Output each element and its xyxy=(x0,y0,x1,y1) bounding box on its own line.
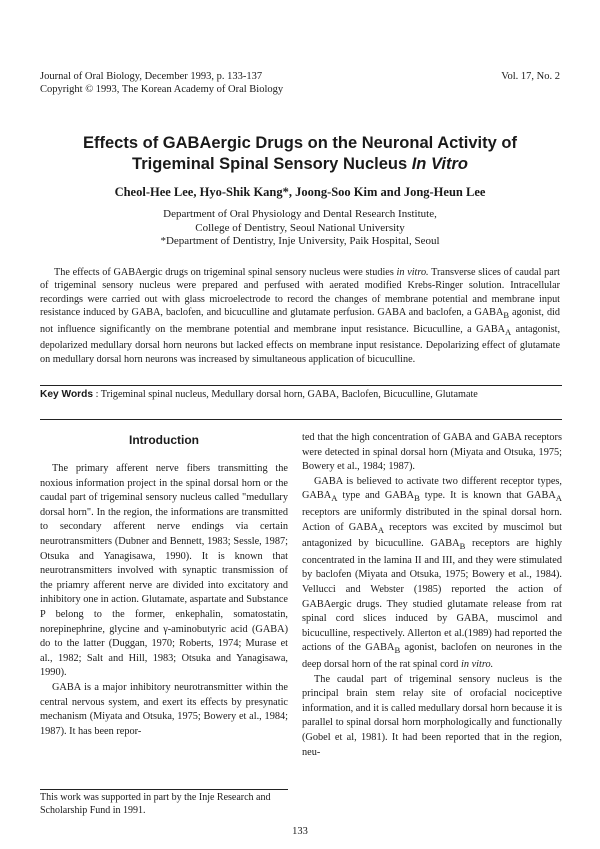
subscript: A xyxy=(331,493,338,504)
subscript: B xyxy=(503,310,510,321)
author-list: Cheol-Hee Lee, Hyo-Shik Kang*, Joong-Soo Kim and Jong-Heun Lee xyxy=(114,185,486,199)
paper-title xyxy=(40,133,560,175)
text: receptors are highly concentrated in the lamina II and III, and they were stimulated by baclofen (Miyata and Otsuka, 1975; Bowery et al., 1984). Vellucci and Webster (1985) reported the action of GABAergic drugs. They studied glutamate release from rat spinal cord slices induced by GABA, muscimol and bicuculline, respectively. Allerton et al.(1989) had reported the actions of the GABA xyxy=(302,538,562,654)
italic-text: in vitro. xyxy=(460,659,494,671)
keywords-bottom-rule xyxy=(40,419,562,420)
abstract-text: Transverse slices of caudal part of trigeminal sensory nucleus were prepared and perfused with aerated modified Krebs-Ringer solution. Intracellular recordings were carried out with glass microelectrode to record the changes of membrane potential and membrane input resistance induced by GABA, baclofen, and bicuculline and glutamate perfusion. GABA and baclofen, a GABA xyxy=(40,267,560,319)
paragraph: The caudal part of trigeminal sensory nucleus is the principal brain stem relay site of orofacial nociceptive information, and it is called medullary dorsal horn because it is parallel to spinal dorsal horn morphologically and functionally (Gobel et al, 1981). It had been reported that in the region, neu- xyxy=(302,673,562,758)
page-number: 133 xyxy=(292,826,308,837)
affiliation-line: Department of Oral Physiology and Dental Research Institute, xyxy=(163,208,437,220)
title-line-1: Effects of GABAergic Drugs on the Neuronal Activity of xyxy=(83,134,517,152)
abstract-text: antagonist, depolarized medullary dorsal horn neurons but lacked effects on membrane input resistance. Depolarizing effect of glutamate on medullary dorsal horn neurons was increased by simultaneous application of bicuculline. xyxy=(40,323,561,365)
paragraph xyxy=(302,475,562,673)
title-italic: In Vitro xyxy=(411,155,468,173)
keywords-label: Key Words xyxy=(40,389,94,400)
footnote: This work was supported in part by the Inje Research and Scholarship Fund in 1991. xyxy=(40,792,271,816)
subscript: B xyxy=(394,645,401,656)
affiliation-line: *Department of Dentistry, Inje University, Paik Hospital, Seoul xyxy=(160,235,440,247)
section-heading-introduction: Introduction xyxy=(129,433,199,447)
abstract-text: The effects of GABAergic drugs on trigeminal spinal sensory nucleus were studies xyxy=(54,267,397,278)
text: GABA is believed to activate two different receptor types, GABA xyxy=(302,475,562,502)
abstract-text: agonist, did not influence significantly on the membrane potential and membrane input resistance. Bicuculline, a GABA xyxy=(40,307,560,335)
paragraph: GABA is a major inhibitory neurotransmitter within the central nervous system, and exert its effects by presynatic mechanism (Miyata and Otsuka, 1975; Bowery et al., 1984; 1987). It has been repor- xyxy=(40,681,288,737)
right-column xyxy=(302,431,562,760)
paragraph: The primary afferent nerve fibers transmitting the noxious information project in the spinal dorsal horn or the caudal part of trigeminal sensory nucleus called "medullary dorsal horn". In the region, the informations are transmitted to secondary afferent nerve endings via certain neurotransmitters (Dubner and Bennett, 1983; Sessle, 1987; Otsuka and Yanagisawa, 1990). It is known that neurotransmitters involved with synaptic transmission of the priamry afferent nerve are divided into excitatory and inhibitory one in action. Glutamate, aspartate and Substance P belong to the former, enkephalin, somatostatin, norepinephrine, glycine and γ-aminobutyric acid (GABA) do to the latter (Duggan, 1970; Roberts, 1974; Murase et al., 1982; Salt and Hill, 1983; Otsuka and Yanagisawa, 1990). xyxy=(40,463,288,679)
subscript: B xyxy=(459,541,466,552)
journal-line: Journal of Oral Biology, December 1993, p. 133-137 xyxy=(40,71,263,82)
left-column xyxy=(40,462,288,739)
paragraph: ted that the high concentration of GABA and GABA receptors were detected in spinal dorsal horn (Miyata and Otsuka, 1975; Bowery et al., 1984; 1987). xyxy=(302,432,562,473)
keywords-text: : Trigeminal spinal nucleus, Medullary dorsal horn, GABA, Baclofen, Bicuculline, Glutamate xyxy=(93,389,478,400)
keywords xyxy=(40,388,560,401)
abstract xyxy=(40,266,560,366)
journal-citation xyxy=(40,70,283,96)
text: type and GABA xyxy=(337,490,415,502)
title-line-2-text: Trigeminal Spinal Sensory Nucleus xyxy=(132,155,412,173)
affiliation-line: College of Dentistry, Seoul National University xyxy=(195,221,405,234)
affiliations xyxy=(40,208,560,249)
keywords-top-rule xyxy=(40,385,562,386)
text: receptors was excited by muscimol but antagonized by bicuculline. GABA xyxy=(302,521,562,550)
subscript: A xyxy=(377,524,385,535)
volume-label: Vol. 17, No. 2 xyxy=(501,71,560,82)
text: agonist, baclofen on neurones in the deep dorsal horn of the rat spinal cord xyxy=(302,642,562,671)
title-line-2 xyxy=(40,154,560,175)
subscript: A xyxy=(505,326,512,337)
abstract-italic: in vitro. xyxy=(396,267,429,278)
copyright-line: Copyright © 1993, The Korean Academy of Oral Biology xyxy=(40,84,284,95)
text: type. It is known that GABA xyxy=(419,490,556,502)
footnote-rule xyxy=(40,789,288,790)
text: receptors are uniformly distributed in the spinal dorsal horn. Action of GABA xyxy=(302,507,562,533)
subscript: B xyxy=(414,493,420,504)
subscript: A xyxy=(555,493,562,504)
